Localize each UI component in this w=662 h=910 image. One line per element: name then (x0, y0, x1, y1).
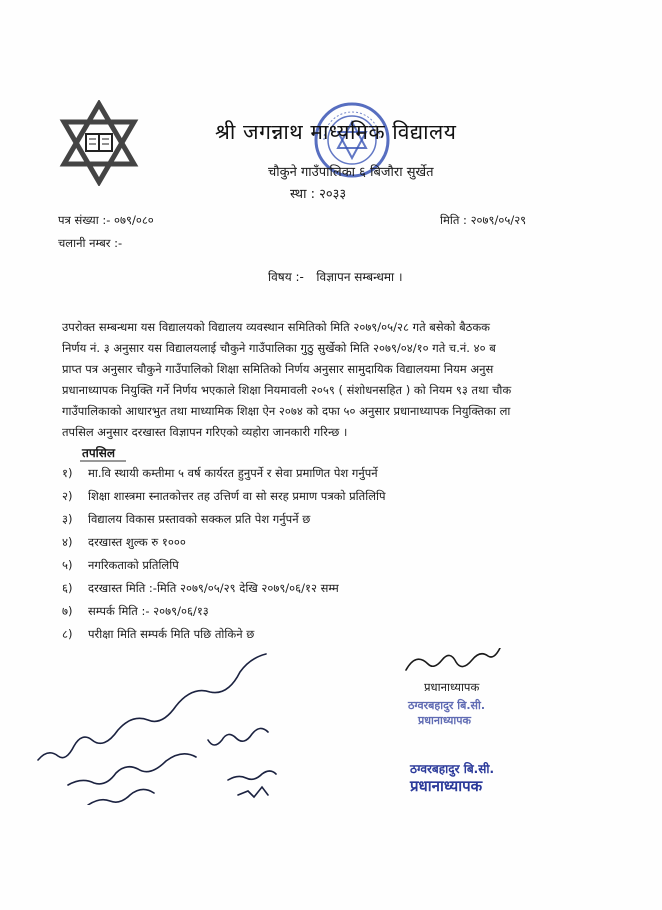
established-year: स्था : २०३३ (290, 187, 347, 202)
item-number: ७) (62, 604, 73, 618)
tapsil-item (62, 581, 339, 596)
tapsil-item (62, 512, 310, 527)
subject-label: विषय :- (268, 270, 304, 284)
school-address: चौकुने गाउँपालिका ६ बिजौरा सुर्खेत (268, 165, 434, 180)
item-text: परीक्षा मिति सम्पर्क मिति पछि तोकिने छ (88, 627, 255, 641)
tapsil-item (62, 604, 209, 619)
body-line: गाउँपालिकाको आधारभुत तथा माध्यामिक शिक्षा ऐन २०७४ को दफा ५० अनुसार प्रधानाध्यापक नियुक्तिका ला (62, 404, 511, 418)
item-number: २) (62, 489, 73, 503)
item-number: ८) (62, 627, 73, 641)
item-text: नगरिकताको प्रतिलिपि (88, 558, 179, 572)
item-number: १) (62, 466, 73, 480)
item-number: ४) (62, 535, 73, 549)
item-number: ३) (62, 512, 73, 526)
stamp-role-top: प्रधानाध्यापक (418, 714, 471, 727)
body-line: तपसिल अनुसार दरखास्त विज्ञापन गरिएको व्यहोरा जानकारी गरिन्छ । (62, 425, 348, 439)
item-text: दरखास्त शुल्क रु १००० (88, 535, 186, 549)
body-line: प्राप्त पत्र अनुसार चौकुने गाउँपालिको शिक्षा समितिको निर्णय अनुसार सामुदायिक विद्यालयमा नियम अनुस (62, 362, 494, 376)
item-text: मा.वि स्थायी कम्तीमा ५ वर्ष कार्यरत हुनुपर्ने र सेवा प्रमाणित पेश गर्नुपर्ने (88, 466, 378, 480)
dispatch-number: चलानी नम्बर :- (58, 236, 123, 250)
letter-number: पत्र संख्या :- ०७९/०८० (58, 213, 154, 227)
tapsil-underline (80, 459, 126, 463)
subject-text: विज्ञापन सम्बन्धमा । (316, 270, 403, 284)
stamp-name-top: ठग्वरबहादुर बि.सी. (408, 699, 486, 712)
body-line: उपरोक्त सम्बन्धमा यस विद्यालयको विद्यालय व्यवस्थान समितिको मिति २०७९/०५/२८ गते बसेको बैठकक (62, 320, 491, 334)
stamp-name-bottom: ठग्वरबहादुर बि.सी. (410, 762, 495, 776)
principal-signature (400, 648, 510, 682)
letter-date: मिति : २०७९/०५/२९ (440, 213, 527, 227)
item-text: सम्पर्क मिति :- २०७९/०६/१३ (88, 604, 209, 618)
tapsil-item (62, 535, 186, 550)
tapsil-item (62, 558, 179, 573)
body-line: प्रधानाध्यापक नियुक्ति गर्ने निर्णय भएकाले शिक्षा नियमावली २०५९ ( संशोधनसहित ) को नियम ९३ तथा चौक (62, 383, 512, 397)
body-line: निर्णय नं. ३ अनुसार यस विद्यालयलाई चौकुने गाउँपालिका गुठु सुर्खेको मिति २०७९/०४/१० गते च.नं. ४० ब (62, 341, 496, 355)
handwritten-note-signature (28, 630, 318, 805)
school-title: श्री जगन्नाथ माध्यमिक विद्यालय (215, 120, 457, 144)
item-text: विद्यालय विकास प्रस्तावको सक्कल प्रति पेश गर्नुपर्ने छ (88, 512, 311, 526)
stamp-role-bottom: प्रधानाध्यापक (410, 777, 483, 795)
tapsil-item (62, 489, 386, 504)
item-text: दरखास्त मिति :-मिति २०७९/०५/२९ देखि २०७९/०६/१२ सम्म (88, 581, 339, 595)
subject-line (268, 268, 403, 285)
tapsil-item (62, 466, 378, 481)
signature-role: प्रधानाध्यापक (424, 680, 480, 694)
item-number: ६) (62, 581, 73, 595)
item-number: ५) (62, 558, 73, 572)
item-text: शिक्षा शास्त्रमा स्नातकोत्तर तह उत्तिर्ण वा सो सरह प्रमाण पत्रको प्रतिलिपि (88, 489, 386, 503)
tapsil-heading: तपसिल (82, 446, 116, 460)
school-logo-icon (58, 100, 140, 186)
